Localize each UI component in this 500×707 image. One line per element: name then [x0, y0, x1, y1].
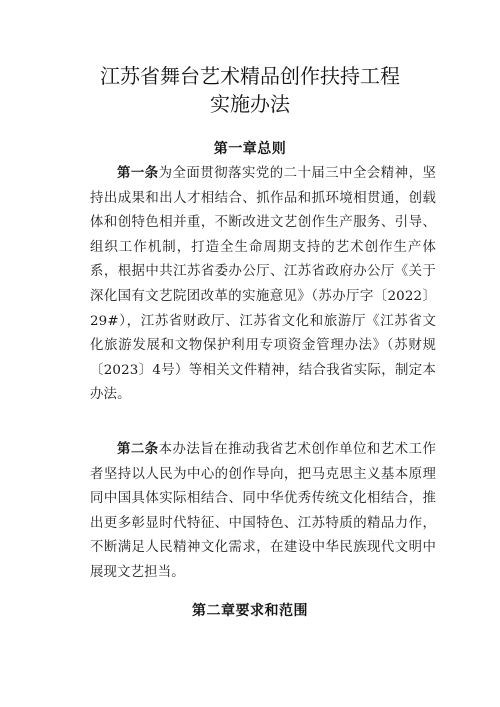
chapter1-heading: 第一章总则 [213, 141, 287, 157]
article1-label: 第一条 [117, 165, 159, 181]
chapter2-heading: 第二章要求和范围 [192, 603, 308, 619]
article2-paragraph [90, 437, 436, 586]
document-title-line2: 实施办法 [210, 92, 290, 116]
article1-paragraph [90, 161, 436, 408]
article2-text: 本办法旨在推动我省艺术创作单位和艺术工作者坚持以人民为中心的创作导向，把马克思主义基本原理同中国具体实际相结合、同中华优秀传统文化相结合，推出更多彰显时代特征、中国特色、江苏特质的精品力作，不断满足人民精神文化需求，在建设中华民族现代文明中展现文艺担当。 [90, 442, 436, 580]
document-title-line1: 江苏省舞台艺术精品创作扶持工程 [100, 64, 400, 88]
article1-text: 为全面贯彻落实党的二十届三中全会精神，坚持出成果和出人才相结合、抓作品和抓环境相贯通，创载体和创特色相并重，不断改进文艺创作生产服务、引导、组织工作机制，打造全生命周期支持的艺术创作生产体系，根据中共江苏省委办公厅、江苏省政府办公厅《关于深化国有文艺院团改革的实施意见》（苏办厅字〔2022〕29#），江苏省财政厅、江苏省文化和旅游厅《江苏省文化旅游发展和文物保护利用专项资金管理办法》（苏财规〔2023〕4号）等相关文件精神，结合我省实际，制定本办法。 [90, 166, 436, 403]
article2-label: 第二条 [117, 441, 159, 457]
